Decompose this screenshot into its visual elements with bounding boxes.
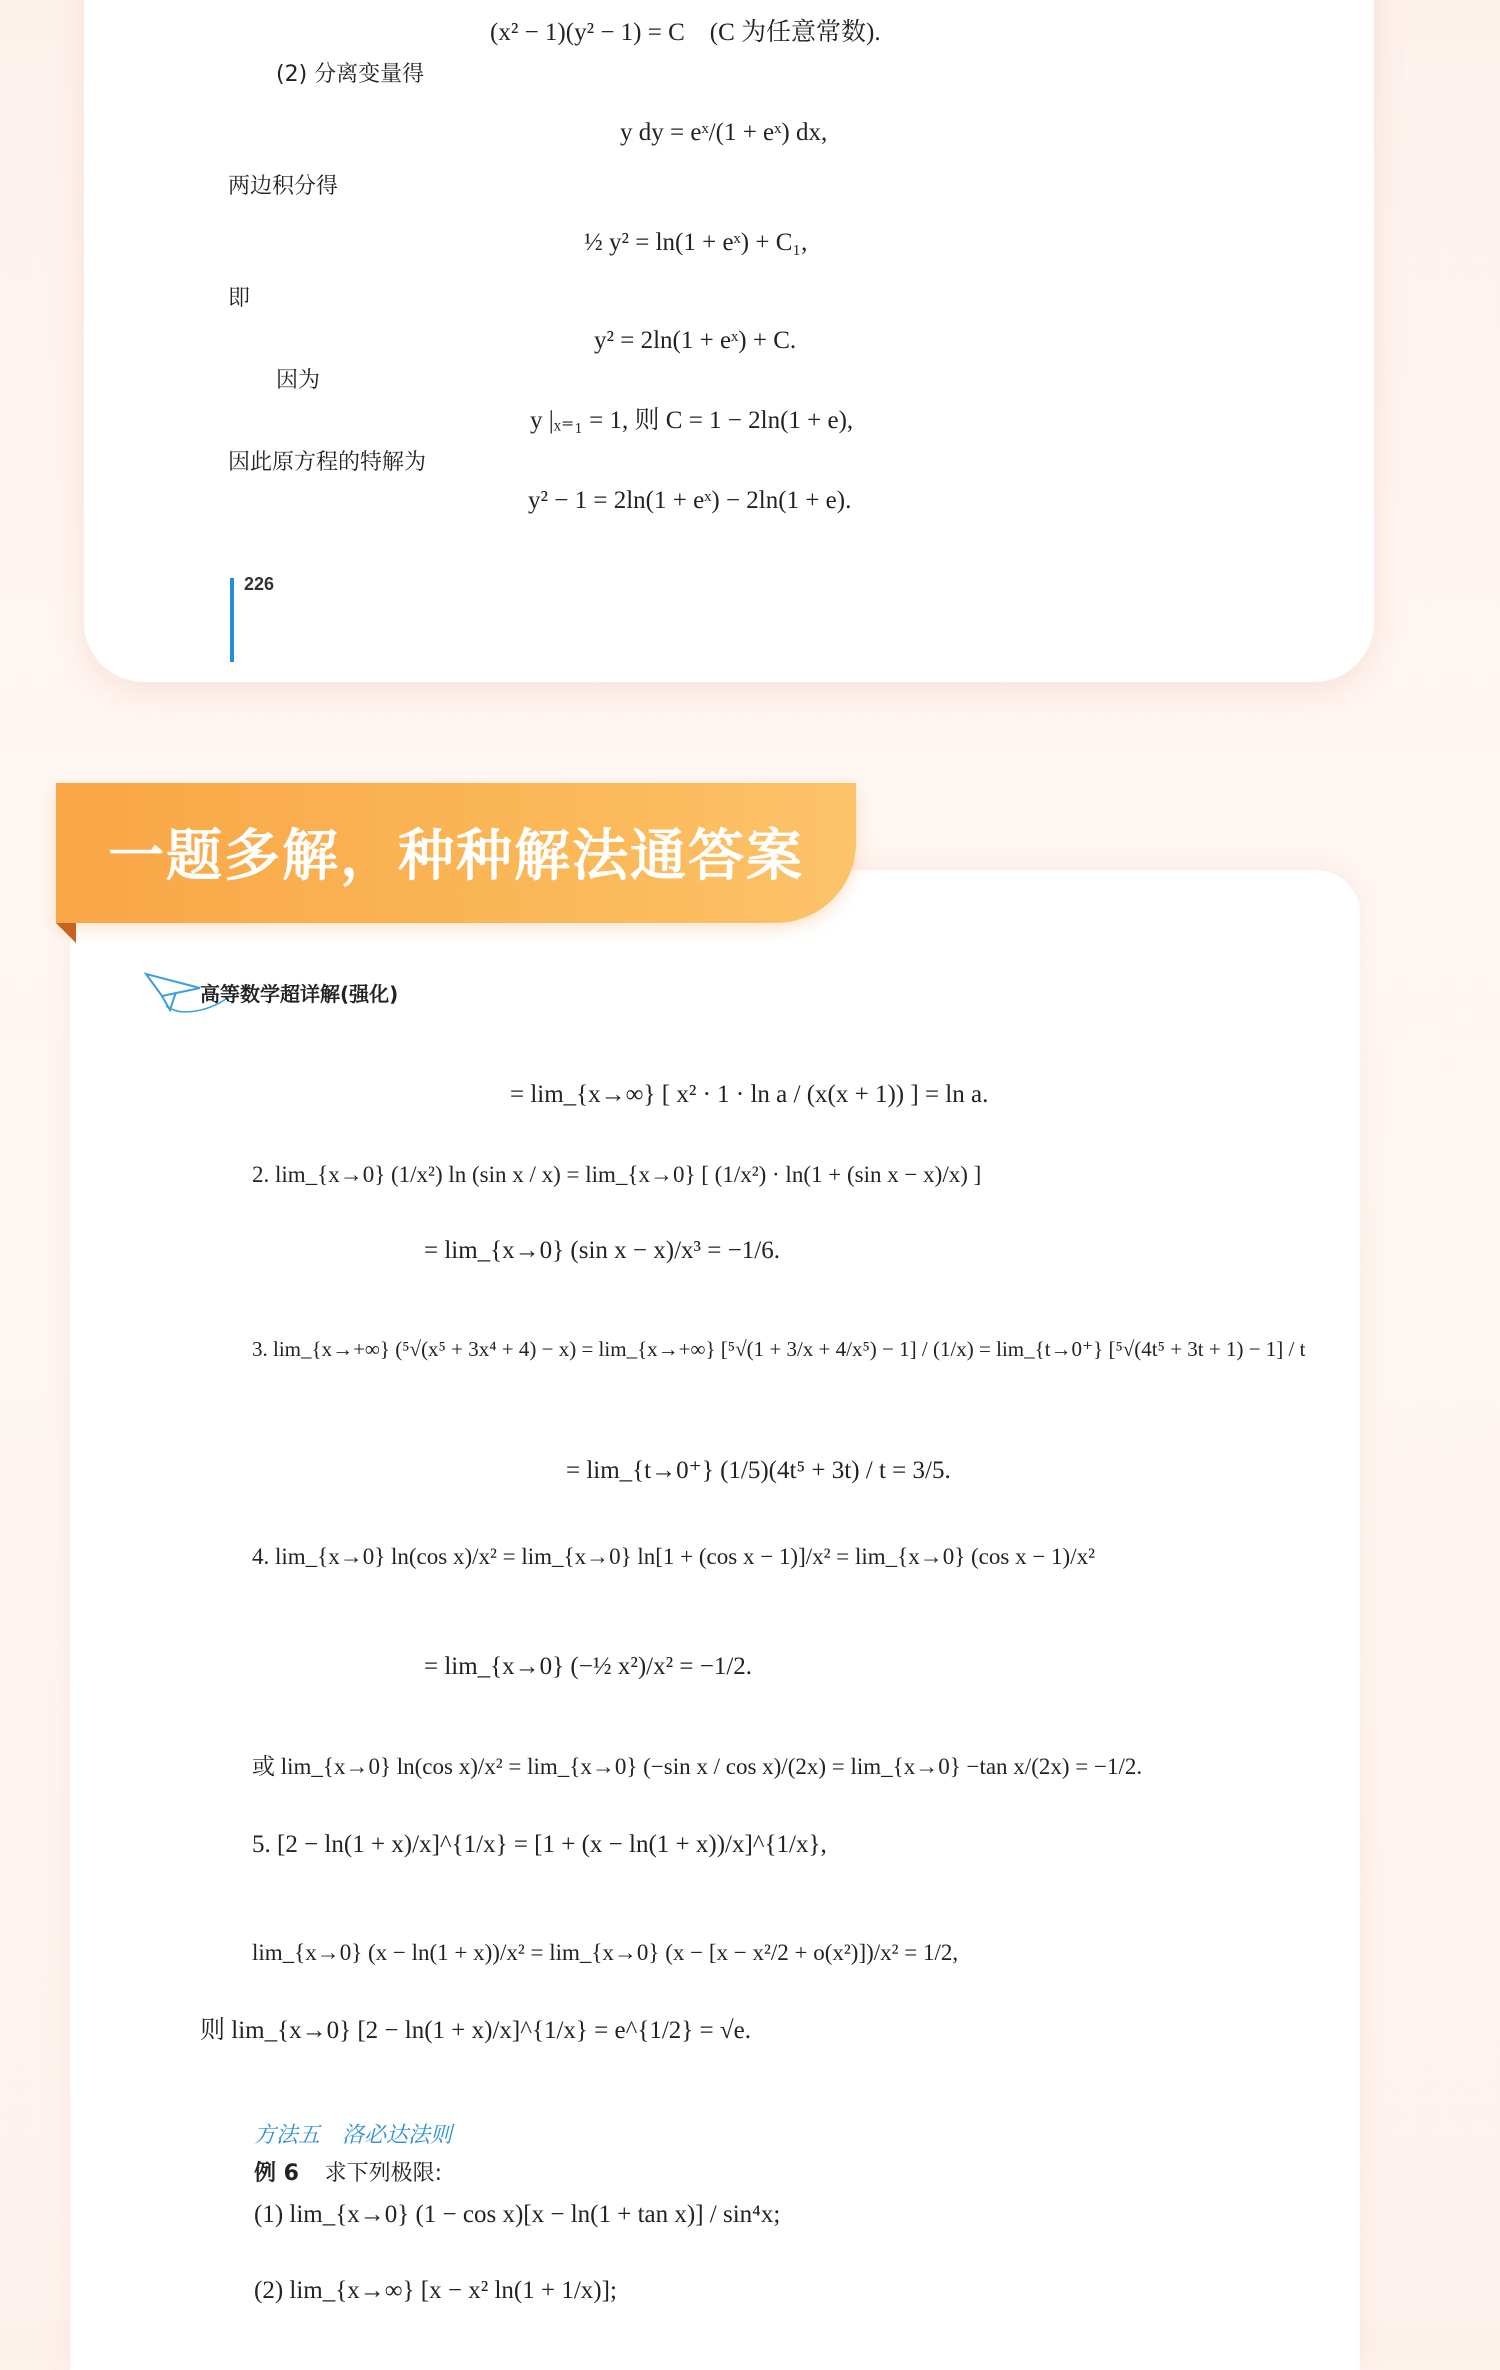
equation: lim_{x→0} (x − ln(1 + x))/x² = lim_{x→0} (x − [x − x²/2 + o(x²)])/x² = 1/2, [252,1940,959,1965]
example-label: 例 6 [254,2161,299,2186]
example-text: 求下列极限: [324,2161,443,2186]
equation: ½ y² = ln(1 + eˣ) + C₁, [584,229,808,256]
banner-fold-decoration [56,923,76,943]
method-heading: 方法五 洛必达法则 [254,2123,453,2148]
page-marker-bar [230,578,234,662]
equation: 2. lim_{x→0} (1/x²) ln (sin x / x) = lim_{x→0} [ (1/x²) · ln(1 + (sin x − x)/x) ] [252,1162,982,1187]
equation: = lim_{x→0} (sin x − x)/x³ = −1/6. [424,1237,780,1264]
solution-line: 因此原方程的特解为 [228,450,427,475]
equation: 则 lim_{x→0} [2 − ln(1 + x)/x]^{1/x} = e^{1/2} = √e. [200,2017,751,2044]
solution-line: (x² − 1)(y² − 1) = C (C 为任意常数). [490,19,881,46]
book-title: 高等数学超详解(强化) [200,982,399,1006]
page-number: 226 [244,574,275,594]
equation: y dy = eˣ/(1 + eˣ) dx, [620,119,828,146]
solution-line: 即 [228,286,251,311]
question: (1) lim_{x→0} (1 − cos x)[x − ln(1 + tan x)] / sin⁴x; [254,2201,781,2228]
solution-line: 两边积分得 [228,174,339,199]
equation: y |ₓ₌₁ = 1, 则 C = 1 − 2ln(1 + e), [530,407,854,434]
question: (2) lim_{x→∞} [x − x² ln(1 + 1/x)]; [254,2277,617,2304]
equation: 或 lim_{x→0} ln(cos x)/x² = lim_{x→0} (−sin x / cos x)/(2x) = lim_{x→0} −tan x/(2x) = −1/2. [252,1754,1143,1779]
solution-line: 因为 [276,368,321,393]
solution-line: (2) 分离变量得 [276,62,425,87]
equation: 3. lim_{x→+∞} (⁵√(x⁵ + 3x⁴ + 4) − x) = lim_{x→+∞} [⁵√(1 + 3/x + 4/x⁵) − 1] / (1/x) = lim_{t→0⁺} [⁵√(4t⁵ + 3t + 1) − 1] / t [252,1337,1306,1361]
equation: = lim_{t→0⁺} (1/5)(4t⁵ + 3t) / t = 3/5. [566,1457,951,1484]
banner-title: 一题多解，种种解法通答案 [108,824,804,889]
equation: 4. lim_{x→0} ln(cos x)/x² = lim_{x→0} ln[1 + (cos x − 1)]/x² = lim_{x→0} (cos x − 1)/x² [252,1544,1095,1569]
equation: 5. [2 − ln(1 + x)/x]^{1/x} = [1 + (x − ln(1 + x))/x]^{1/x}, [252,1831,827,1858]
equation: y² − 1 = 2ln(1 + eˣ) − 2ln(1 + e). [528,487,852,514]
equation: = lim_{x→∞} [ x² · 1 · ln a / (x(x + 1)) ] = ln a. [510,1081,989,1108]
equation: y² = 2ln(1 + eˣ) + C. [594,327,797,354]
example-heading [254,2156,442,2187]
equation: = lim_{x→0} (−½ x²)/x² = −1/2. [424,1653,753,1680]
